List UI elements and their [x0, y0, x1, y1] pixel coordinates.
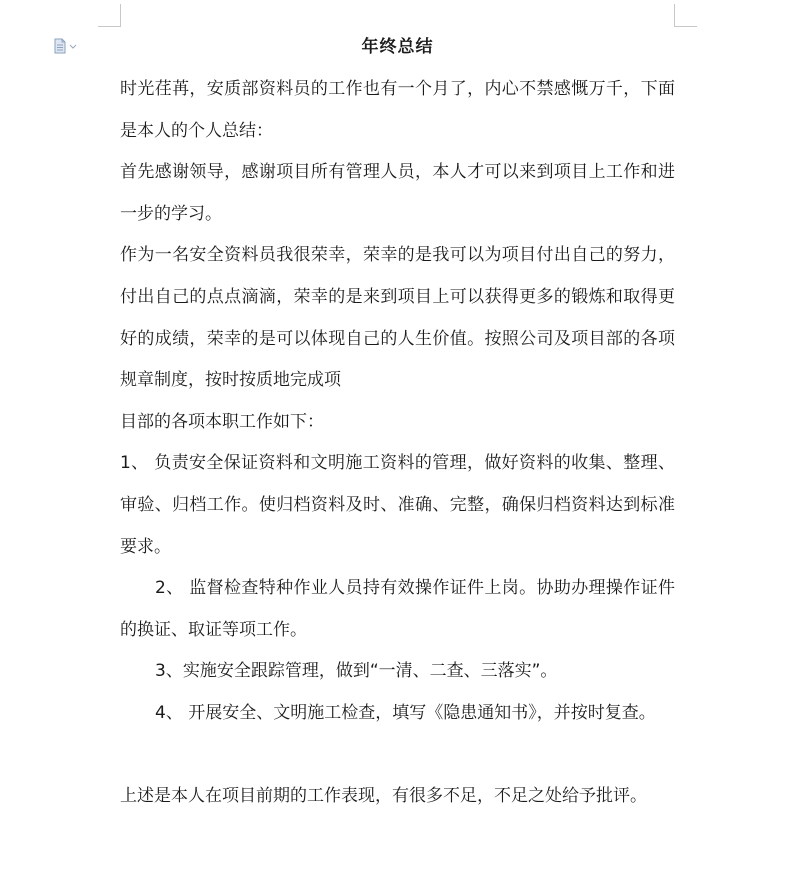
paragraph-honor: 作为一名安全资料员我很荣幸，荣幸的是我可以为项目付出自己的努力，付出自己的点点滴滴，荣幸的是来到项目上可以获得更多的锻炼和取得更好的成绩，荣幸的是可以体现自己的人生价值。按照公司及项目部的各项规章制度，按时按质地完成项 — [120, 245, 675, 391]
list-item-3: 3、实施安全跟踪管理，做到“一清、二查、三落实”。 — [155, 661, 558, 682]
list-item-4: 4、 开展安全、文明施工检查，填写《隐患通知书》，并按时复查。 — [155, 702, 656, 723]
paragraph-intro: 时光荏苒，安质部资料员的工作也有一个月了，内心不禁感慨万千，下面是本人的个人总结： — [120, 79, 675, 141]
blank-line — [120, 735, 675, 777]
crop-mark-top-left — [98, 4, 121, 27]
list-item-2: 2、 监督检查特种作业人员持有效操作证件上岗。协助办理操作证件的换证、取证等项工作。 — [120, 578, 675, 640]
list-item-1: 1、 负责安全保证资料和文明施工资料的管理，做好资料的收集、整理、审验、归档工作。使归档资料及时、准确、完整，确保归档资料达到标准要求。 — [120, 453, 675, 557]
document-title: 年终总结 — [361, 37, 434, 57]
crop-mark-top-right — [674, 4, 697, 27]
paragraph-duties-intro: 目部的各项本职工作如下： — [120, 411, 324, 432]
paragraph-thanks: 首先感谢领导，感谢项目所有管理人员，本人才可以来到项目上工作和进一步的学习。 — [120, 162, 675, 224]
paragraph-conclusion: 上述是本人在项目前期的工作表现，有很多不足，不足之处给予批评。 — [120, 786, 647, 807]
document-body — [120, 69, 675, 818]
document-icon[interactable] — [52, 37, 80, 55]
